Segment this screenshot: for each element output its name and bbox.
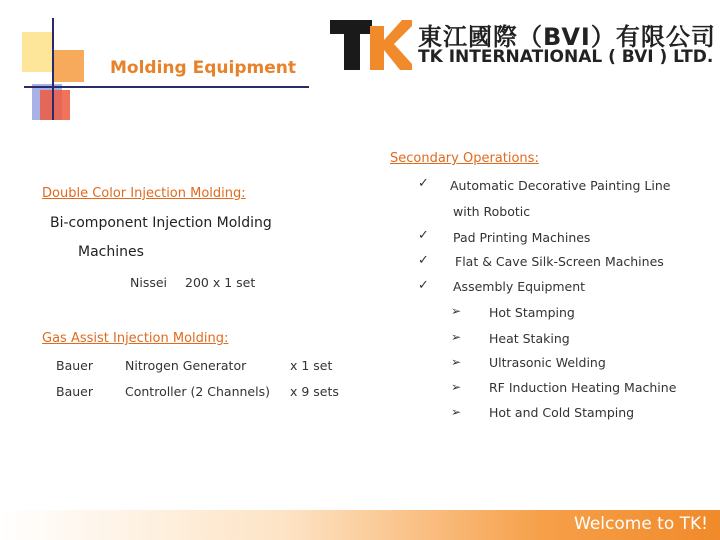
arrow-bullet-icon: ➢: [451, 355, 462, 369]
checkmark-icon: ✓: [418, 278, 429, 293]
decor-vertical-line: [52, 18, 54, 120]
secondary-operations-heading: Secondary Operations:: [390, 151, 539, 166]
arrow-bullet-icon: ➢: [451, 304, 462, 318]
checkmark-icon: ✓: [418, 228, 429, 243]
arrow-bullet-icon: ➢: [451, 330, 462, 344]
bauer-row1-item: Nitrogen Generator: [125, 358, 247, 373]
check-item-silk-screen: Flat & Cave Silk-Screen Machines: [455, 254, 664, 269]
check-item-pad-printing: Pad Printing Machines: [453, 230, 591, 245]
arrow-item-ultrasonic: Ultrasonic Welding: [489, 355, 606, 370]
arrow-item-hot-stamping: Hot Stamping: [489, 305, 575, 320]
tk-logo: [330, 20, 412, 70]
check-item-painting: Automatic Decorative Painting Line: [450, 178, 671, 193]
nissei-brand: Nissei: [130, 275, 168, 290]
decor-square-red: [40, 90, 70, 120]
decor-horizontal-line: [24, 86, 309, 88]
arrow-bullet-icon: ➢: [451, 380, 462, 394]
check-item-robotic: with Robotic: [453, 204, 531, 219]
decor-square-yellow: [22, 32, 54, 72]
double-color-heading: Double Color Injection Molding:: [42, 186, 246, 201]
bi-component-line1: Bi-component Injection Molding: [50, 215, 272, 231]
footer-welcome-text: Welcome to TK!: [574, 514, 708, 534]
checkmark-icon: ✓: [418, 176, 429, 191]
page-title: Molding Equipment: [110, 58, 296, 78]
logo-english-name: TK INTERNATIONAL ( BVI ) LTD.: [418, 47, 714, 67]
gas-assist-heading: Gas Assist Injection Molding:: [42, 331, 229, 346]
bauer-row1-qty: x 1 set: [290, 358, 333, 373]
checkmark-icon: ✓: [418, 253, 429, 268]
bauer-row2-item: Controller (2 Channels): [125, 384, 270, 399]
bauer-row1-brand: Bauer: [56, 358, 93, 373]
arrow-bullet-icon: ➢: [451, 405, 462, 419]
bauer-row2-brand: Bauer: [56, 384, 93, 399]
decor-square-orange: [52, 50, 84, 82]
bauer-row2-qty: x 9 sets: [290, 384, 339, 399]
logo-chinese-name: 東江國際（BVI）有限公司: [418, 23, 716, 51]
bi-component-line2: Machines: [78, 244, 144, 260]
arrow-item-heat-staking: Heat Staking: [489, 331, 570, 346]
arrow-item-hot-cold-stamping: Hot and Cold Stamping: [489, 405, 635, 420]
nissei-quantity: 200 x 1 set: [185, 275, 256, 290]
check-item-assembly: Assembly Equipment: [453, 279, 586, 294]
arrow-item-rf-induction: RF Induction Heating Machine: [489, 380, 677, 395]
